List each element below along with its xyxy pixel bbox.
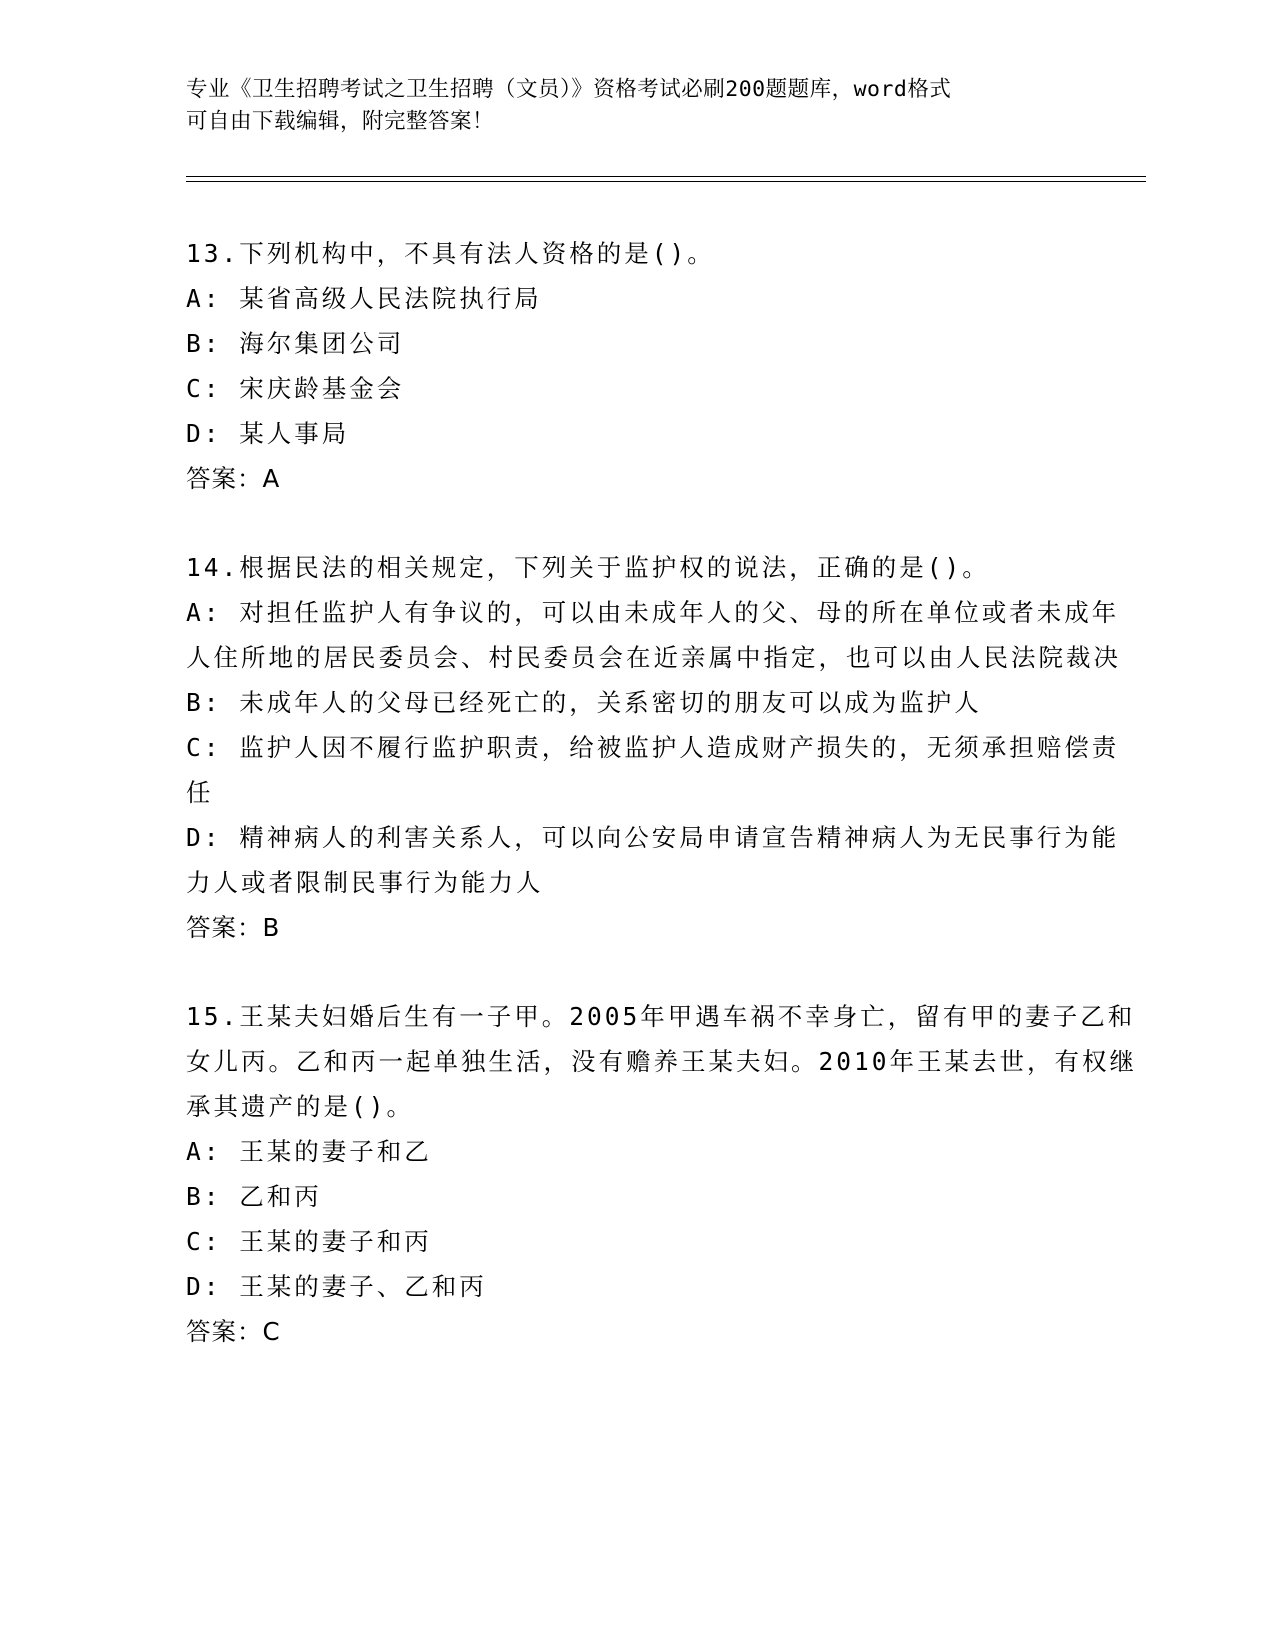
- option-d: [186, 815, 1146, 905]
- option-a: [186, 276, 1146, 321]
- question-14: [186, 545, 1146, 950]
- option-c: [186, 1219, 1146, 1264]
- option-key: C:: [186, 374, 240, 403]
- option-c: [186, 725, 1146, 815]
- option-d: [186, 1264, 1146, 1309]
- option-b: [186, 1174, 1146, 1219]
- option-b: [186, 321, 1146, 366]
- document-header: [186, 74, 1066, 138]
- question-13: [186, 231, 1146, 501]
- option-a: [186, 1129, 1146, 1174]
- option-text: 王某的妻子和乙: [239, 1137, 432, 1166]
- question-list: [186, 231, 1146, 1398]
- option-key: A:: [186, 1137, 240, 1166]
- question-15: [186, 994, 1146, 1354]
- option-a: [186, 590, 1146, 680]
- option-text: 精神病人的利害关系人，可以向公安局申请宣告精神病人为无民事行为能力人或者限制民事行为能力人: [186, 823, 1120, 897]
- option-key: D:: [186, 419, 240, 448]
- header-divider: [186, 176, 1146, 182]
- question-stem: 14.根据民法的相关规定，下列关于监护权的说法，正确的是()。: [186, 553, 990, 582]
- question-stem: 13.下列机构中，不具有法人资格的是()。: [186, 239, 715, 268]
- option-text: 监护人因不履行监护职责，给被监护人造成财产损失的，无须承担赔偿责任: [186, 733, 1120, 807]
- header-line-2: 可自由下载编辑，附完整答案！: [186, 109, 495, 134]
- option-b: [186, 680, 1146, 725]
- option-text: 王某的妻子、乙和丙: [239, 1272, 487, 1301]
- option-d: [186, 411, 1146, 456]
- option-text: 乙和丙: [239, 1182, 322, 1211]
- option-key: C:: [186, 733, 240, 762]
- option-text: 对担任监护人有争议的，可以由未成年人的父、母的所在单位或者未成年人住所地的居民委员会、村民委员会在近亲属中指定，也可以由人民法院裁决: [186, 598, 1121, 672]
- option-text: 海尔集团公司: [239, 329, 405, 358]
- header-line-1: 专业《卫生招聘考试之卫生招聘（文员）》资格考试必刷200题题库，word格式: [186, 77, 952, 102]
- option-key: A:: [186, 284, 240, 313]
- option-c: [186, 366, 1146, 411]
- option-key: B:: [186, 688, 240, 717]
- answer-line: 答案：B: [186, 913, 281, 942]
- option-key: C:: [186, 1227, 240, 1256]
- option-text: 未成年人的父母已经死亡的，关系密切的朋友可以成为监护人: [239, 688, 982, 717]
- option-key: B:: [186, 329, 240, 358]
- answer-line: 答案：C: [186, 1317, 281, 1346]
- option-text: 某省高级人民法院执行局: [239, 284, 542, 313]
- option-text: 某人事局: [239, 419, 350, 448]
- option-key: D:: [186, 1272, 240, 1301]
- option-key: A:: [186, 598, 240, 627]
- option-key: D:: [186, 823, 240, 852]
- option-key: B:: [186, 1182, 240, 1211]
- option-text: 王某的妻子和丙: [239, 1227, 432, 1256]
- option-text: 宋庆龄基金会: [239, 374, 405, 403]
- answer-line: 答案：A: [186, 464, 281, 493]
- question-stem: 15.王某夫妇婚后生有一子甲。2005年甲遇车祸不幸身亡，留有甲的妻子乙和女儿丙。乙和丙一起单独生活，没有赡养王某夫妇。2010年王某去世，有权继承其遗产的是()。: [186, 1002, 1137, 1121]
